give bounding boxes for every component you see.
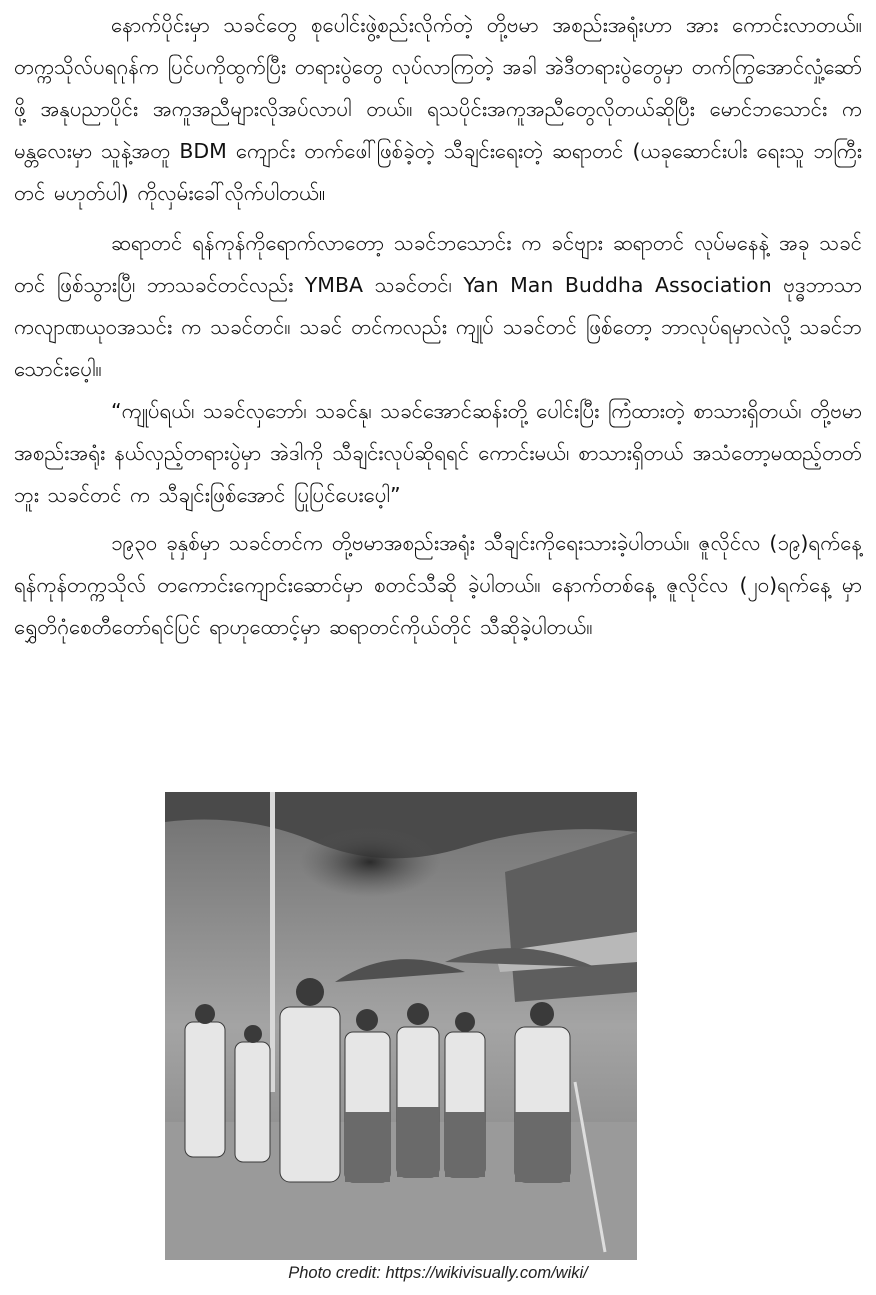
paragraph-1: နောက်ပိုင်းမှာ သခင်တွေ စုပေါင်းဖွဲ့စည်းလိုက်တဲ့ တို့ဗမာ အစည်းအရုံးဟာ အား ကောင်းလာတယ်။ တက္ကသိုလ်ပရဂုန်က ပြင်ပကိုထွက်ပြီး တရားပွဲတွေ လုပ်လာကြတဲ့ အခါ အဲဒီတရားပွဲတွေမှာ တက်ကြွအောင်လှုံ့ဆော်ဖို့ အနုပညာပိုင်း အကူအညီများလိုအပ်လာပါ တယ်။ ရသပိုင်းအကူအညီတွေလိုတယ်ဆိုပြီး မောင်ဘသောင်း က မန္တလေးမှာ သူနဲ့အတူ BDM ကျောင်း တက်ဖေါ်ဖြစ်ခဲ့တဲ့ သီချင်းရေးတဲ့ ဆရာတင် (ယခုဆောင်းပါး ရေးသူ ဘကြီးတင် မဟုတ်ပါ) ကိုလှမ်းခေါ်လိုက်ပါတယ်။ <box>14 13 862 205</box>
photo-credit-caption: Photo credit: https://wikivisually.com/wiki/ <box>288 1264 588 1282</box>
article-body <box>14 0 862 648</box>
paragraph-3: “ကျုပ်ရယ်၊ သခင်လှဘော်၊ သခင်နု၊ သခင်အောင်ဆန်းတို့ ပေါင်းပြီး ကြံထားတဲ့ စာသားရှိတယ်၊ တို့ဗမာအစည်းအရုံး နယ်လှည့်တရားပွဲမှာ အဲဒါကို သီချင်းလုပ်ဆိုရရင် ကောင်းမယ်၊ စာသားရှိတယ် အသံတော့မထည့်တတ်ဘူး သခင်တင် က သီချင်းဖြစ်အောင် ပြုပြင်ပေးပေ့ါ” <box>14 399 862 507</box>
paragraph-4: ၁၉၃၀ ခုနှစ်မှာ သခင်တင်က တို့ဗမာအစည်းအရုံး သီချင်းကိုရေးသားခဲ့ပါတယ်။ ဇူလိုင်လ (၁၉)ရက်နေ့ ရန်ကုန်တက္ကသိုလ် တကောင်းကျောင်းဆောင်မှာ စတင်သီဆို ခဲ့ပါတယ်။ နောက်တစ်နေ့ ဇူလိုင်လ (၂၀)ရက်နေ့ မှာ ရွှေတိဂုံစေတီတော်ရင်ပြင် ရာဟုထောင့်မှာ ဆရာတင်ကိုယ်တိုင် သီဆိုခဲ့ပါတယ်။ <box>14 531 862 639</box>
paragraph-2: ဆရာတင် ရန်ကုန်ကိုရောက်လာတော့ သခင်ဘသောင်း က ခင်ဗျား ဆရာတင် လုပ်မနေနဲ့ အခု သခင်တင် ဖြစ်သွားပြီ၊ ဘာသခင်တင်လည်း YMBA သခင်တင်၊ Yan Man Buddha Association ဗုဒ္ဓဘာသာ ကလျာဏယုဝအသင်း က သခင်တင်။ သခင် တင်ကလည်း ကျုပ် သခင်တင် ဖြစ်တော့ ဘာလုပ်ရမှာလဲလို့ သခင်ဘသောင်းပေ့ါ။ <box>14 231 862 381</box>
historical-photo <box>165 792 637 1260</box>
